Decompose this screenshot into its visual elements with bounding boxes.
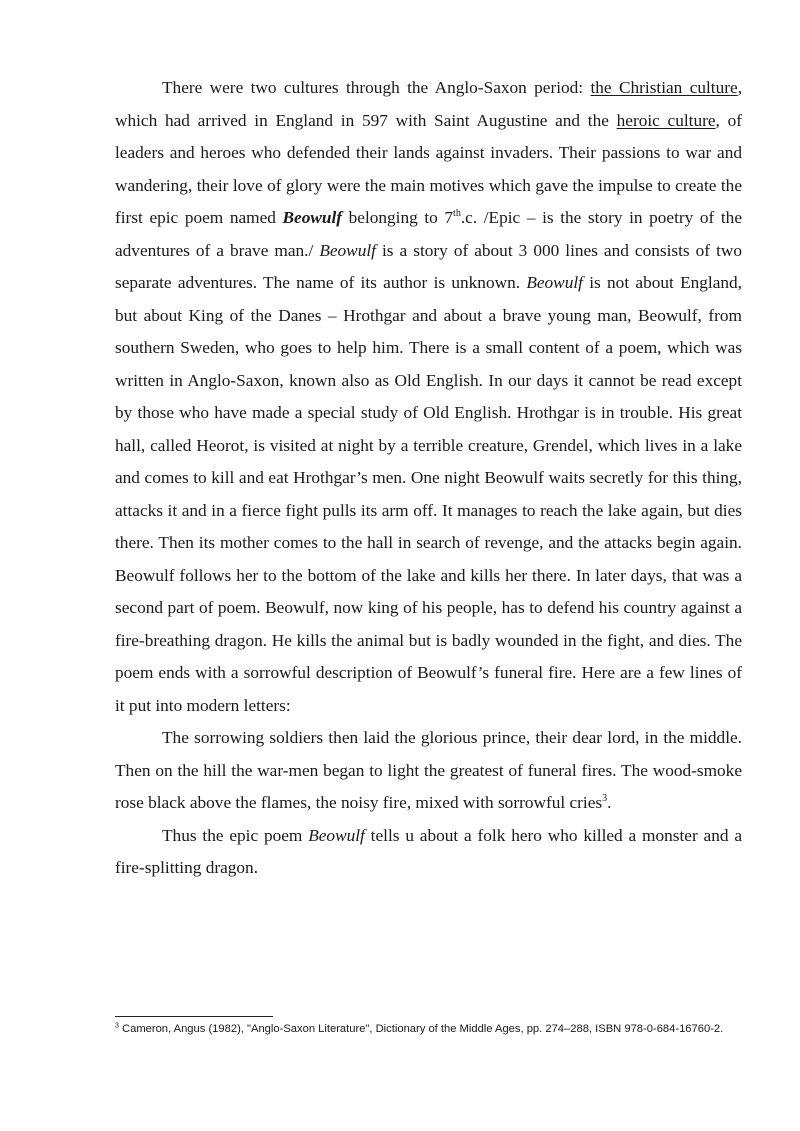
link-christian-culture: the Christian culture: [590, 78, 738, 97]
footnote-separator: [115, 1016, 273, 1017]
footnote: [115, 1020, 742, 1039]
beowulf-title-italic: Beowulf: [526, 273, 583, 292]
beowulf-title-italic: Beowulf: [308, 825, 365, 845]
body-text: [115, 72, 742, 885]
paragraph-1: There were two cultures through the Anglo-Saxon period: the Christian culture, which had arrived in England in 597 with Saint Augustine and the heroic culture, of leaders and heroes who defended their lands against invaders. Their passions to war and wandering, their love of glory were the main motives which gave the impulse to create the first epic poem named Beowulf belonging to 7th.c. /Epic – is the story in poetry of the adventures of a brave man./ Beowulf is a story of about 3 000 lines and consists of two separate adventures. The name of its author is unknown. Beowulf is not about England, but about King of the Danes – Hrothgar and about a brave young man, Beowulf, from southern Sweden, who goes to help him. There is a small content of a poem, which was written in Anglo-Saxon, known also as Old English. In our days it cannot be read except by those who have made a special study of Old English. Hrothgar is in trouble. His great hall, called Heorot, is visited at night by a terrible creature, Grendel, which lives in a lake and comes to kill and eat Hrothgar’s men. One night Beowulf waits secretly for this thing, attacks it and in a fierce fight pulls its arm off. It manages to reach the lake again, but dies there. Then its mother comes to the hall in search of revenge, and the attacks begin again. Beowulf follows her to the bottom of the lake and kills her there. In later days, that was a second part of poem. Beowulf, now king of his people, has to defend his country against a fire-breathing dragon. He kills the animal but is badly wounded in the fight, and dies. The poem ends with a sorrowful description of Beowulf’s funeral fire. Here are a few lines of it put into modern letters:: [115, 78, 743, 715]
footnote-marker: 3: [115, 1022, 119, 1030]
beowulf-title-italic: Beowulf: [319, 240, 376, 260]
paragraph-3: Thus the epic poem Beowulf tells u about a folk hero who killed a monster and a fire-splitting dragon.: [115, 825, 742, 877]
beowulf-title-bold: Beowulf: [282, 208, 343, 227]
superscript-th: th: [453, 208, 461, 220]
footnote-text: Cameron, Angus (1982), "Anglo-Saxon Literature", Dictionary of the Middle Ages, pp. 274–288, ISBN 978-0-684-16760-2.: [118, 1023, 724, 1035]
paragraph-2: The sorrowing soldiers then laid the glorious prince, their dear lord, in the middle. Then on the hill the war-men began to light the greatest of funeral fires. The wood-smoke rose black above the flames, the noisy fire, mixed with sorrowful cries$^3$.: [115, 728, 742, 812]
link-heroic-culture: heroic culture: [616, 110, 716, 130]
footnote-reference[interactable]: 3: [602, 793, 608, 805]
